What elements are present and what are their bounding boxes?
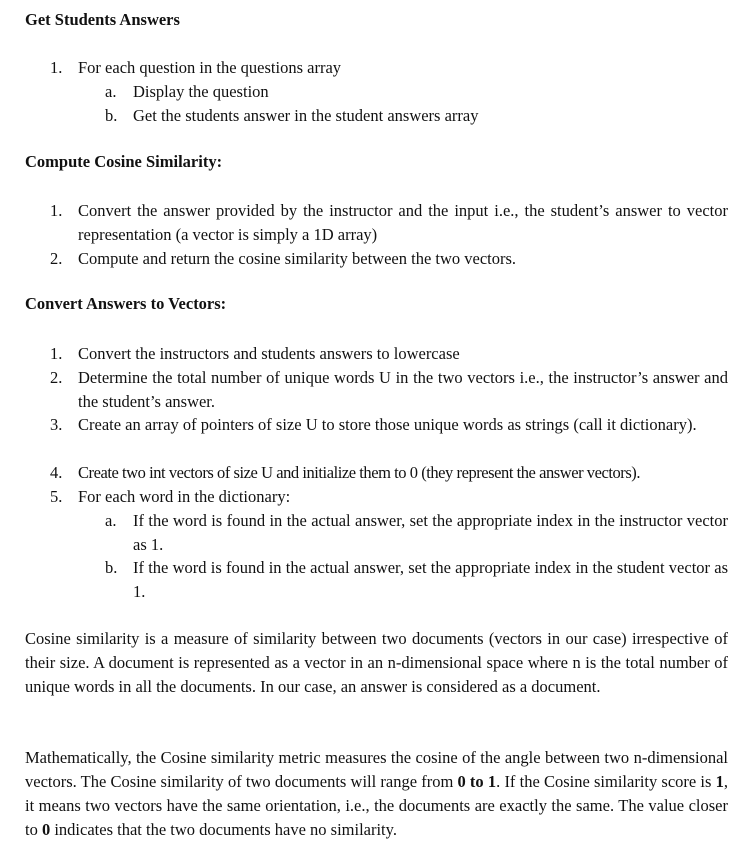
- bold-value-zero: 0: [41, 820, 51, 839]
- sub-list-text: If the word is found in the actual answer, set the appropriate index in the student vector as 1.: [133, 558, 728, 601]
- list-item: [50, 247, 728, 271]
- list-item: [50, 413, 728, 437]
- sub-list-letter: b.: [105, 106, 118, 125]
- sub-list-item: [105, 80, 728, 104]
- list-text: For each question in the questions array: [78, 58, 342, 77]
- para-text: . If the Cosine similarity score is: [496, 772, 716, 791]
- list-text: Determine the total number of unique words U in the two vectors i.e., the instructor’s answer and the student’s answer.: [78, 368, 728, 411]
- list-item: [50, 342, 728, 366]
- sub-list-item: [105, 104, 728, 128]
- bold-value-one: 1: [487, 772, 497, 791]
- sub-list-text: Display the question: [133, 82, 269, 101]
- heading-convert-answers-to-vectors: Convert Answers to Vectors:: [25, 294, 227, 313]
- sub-list-text: If the word is found in the actual answer, set the appropriate index in the instructor vector as 1.: [133, 511, 728, 554]
- list-text: Create an array of pointers of size U to store those unique words as strings (call it dictionary).: [78, 415, 697, 434]
- sub-list-letter: b.: [105, 558, 118, 577]
- list-number: 3.: [50, 415, 63, 434]
- list-text: Convert the answer provided by the instructor and the input i.e., the student’s answer to vector representation (a vector is simply a 1D array): [78, 201, 728, 244]
- list-number: 1.: [50, 58, 63, 77]
- bold-value-one: 1: [715, 772, 724, 791]
- sub-list-letter: a.: [105, 82, 117, 101]
- sub-list-letter: a.: [105, 511, 117, 530]
- paragraph-mathematics: [25, 746, 728, 842]
- sub-list-item: [105, 509, 728, 557]
- sub-list-item: [105, 556, 728, 604]
- para-text: indicates that the two documents have no similarity.: [50, 820, 397, 839]
- para-text: , it means two vectors have the same orientation, i.e., the documents are exactly the same. The value closer to: [25, 772, 729, 839]
- list-item: [50, 366, 728, 414]
- list-text: Compute and return the cosine similarity between the two vectors.: [78, 249, 517, 268]
- para-text: Mathematically, the Cosine similarity metric measures the cosine of the angle between two n-dimensional vectors. The Cosine similarity of two documents will range from: [25, 748, 728, 791]
- heading-compute-cosine-similarity: Compute Cosine Similarity:: [25, 152, 223, 171]
- list-number: 2.: [50, 249, 63, 268]
- list-number: 5.: [50, 487, 63, 506]
- list-number: 2.: [50, 368, 63, 387]
- list-item: [50, 56, 728, 80]
- list-text: Convert the instructors and students answers to lowercase: [78, 344, 460, 363]
- list-number: 1.: [50, 344, 63, 363]
- sub-list-text: Get the students answer in the student answers array: [133, 106, 479, 125]
- paragraph-definition: Cosine similarity is a measure of similarity between two documents (vectors in our case) irrespective of their size. A document is represented as a vector in an n-dimensional space where n is the total number of unique words in all the documents. In our case, an answer is considered as a document.: [25, 629, 728, 696]
- list-text: Create two int vectors of size U and initialize them to 0 (they represent the answer vectors).: [78, 463, 641, 482]
- heading-get-students-answers: Get Students Answers: [25, 10, 180, 29]
- bold-value-zero: 0: [457, 772, 466, 791]
- list-item: [50, 199, 728, 247]
- list-number: 1.: [50, 201, 63, 220]
- list-text: For each word in the dictionary:: [78, 487, 291, 506]
- list-number: 4.: [50, 463, 63, 482]
- list-item: [50, 485, 728, 509]
- list-item: [50, 461, 728, 485]
- bold-to: to: [465, 772, 488, 791]
